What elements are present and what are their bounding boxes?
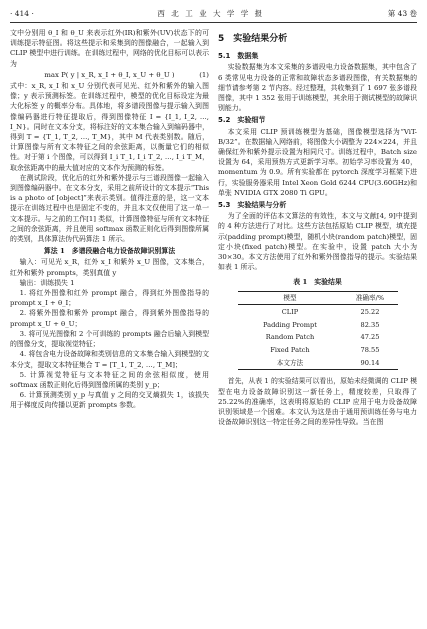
table-caption: 表 1 实验结果	[293, 278, 342, 287]
column-header-model: 模型	[238, 291, 343, 305]
table-cell-model: CLIP	[281, 307, 299, 316]
table-row	[238, 305, 398, 318]
table-cell-model: Fixed Patch	[270, 346, 310, 355]
table-cell-model: Padding Prompt	[263, 320, 317, 329]
table-row	[238, 318, 398, 331]
table-cell-model: 本文方法	[238, 357, 343, 370]
paragraph-dataset: 实验数据集为本文采集的多谱段电力设备数据集，其中包含了 6 类常见电力设备的正常和故障状态多谱段图像，有关数据集的细节请参考第 2 节内容。经过整理，共收集到了 1 697 张多谱段图像，其中 1 352 张用于训练模型，其余用于测试模型的故障识别能力。	[218, 63, 417, 113]
equation-1-body: max P( y | x_R, x_I + θ_I, x_U + θ_U )	[44, 70, 175, 79]
equation-1-number: (1)	[199, 70, 209, 79]
paragraph-analysis: 首先，从表 1 的实验结果可以看出，原始未经微调的 CLIP 模型在电力设备故障识别这一新任务上，精度较差，只取得了 25.22%的准确率，这表明将原始的 CLIP 应用于电力设备故障识别领域是一个困难。本文认为这是由于通用预训练任务与电力设备故障识别这一特定任务之间的差异性导致。当在图	[218, 377, 417, 427]
table-cell-model: Random Patch	[265, 333, 315, 342]
table-cell-accuracy: 82.35	[360, 320, 380, 329]
subsection-results-title: 5.3 实验结果与分析	[218, 201, 287, 210]
algorithm-step: 5. 计算视觉特征与文本特征之间的余弦相似度，使用 softmax 函数正则化后得到图像所属的类别 y_p；	[10, 370, 209, 389]
table-cell-accuracy: 78.55	[360, 346, 380, 355]
table-row	[238, 357, 398, 370]
table-cell-accuracy: 25.22	[360, 307, 380, 316]
table-header-row	[238, 291, 398, 305]
journal-title: 西 北 工 业 大 学 学 报	[157, 8, 265, 18]
section-title: 5 实验结果分析	[218, 34, 288, 44]
equation-1	[10, 70, 209, 80]
paragraph-prompts: 文中分别用 θ_I 和 θ_U 来表示红外(IR)和紫外(UV)状态下的可训练提示特征图。将这些提示和采集到的图像融合，一起输入到 CLIP 模型中进行训练。在训练过程中，网络的优化目标可以表示为	[10, 29, 209, 68]
paragraph-details: 本文采用 CLIP 预训练模型为基础，图像模型选择为“ViT-B/32”。在数据输入网络前，将图像大小调整为 224×224，并且确保红外和紫外提示设置为相同尺寸。训练过程中，Batch size 设置为 64，采用预热方式更新学习率。初始学习率设置为 40，momentum 为 0.9。所有实验都在 pytorch 深度学习框架下进行，实验服务器采用 Intel Xeon Gold 6244 CPU(3.60GHz)和单张 NVIDIA GTX 2080 Ti GPU。	[218, 127, 417, 197]
table-cell-accuracy: 90.14	[342, 357, 397, 370]
paragraph-testing: 在测试阶段，优化后的红外和紫外提示与三谱段图像一起输入到图像编码器中。在文本分支，采用之前所设计的文本提示“This is a photo of [object]”来表示类别。值得注意的是，这一文本提示在训练过程中也是固定不变的，并且本文仅使用了这一单一文本提示。与之前的工作[1] 类似，计算图像特征与所有文本特征之间的余弦距离，并且使用 softmax 函数正则化后得到图像所属的类别，具体算法伪代码算法 1 所示。	[10, 173, 209, 244]
algorithm-output: 输出：训练损失 1	[19, 278, 75, 287]
table-row	[238, 331, 398, 344]
paragraph-training: 式中：x_R, x_I 和 x_U 分别代表可见光、红外和紫外的输入图像；y 表示预测标签。在训练过程中，模型的优化目标设定为最大化标签 y 的概率分布。具体地，将多谱段图像与提示输入到图像编码器进行特征提取后，得到图像特征 I = {I_1, I_2, …, I_N}。同时在文本分支，将标注好的文本集合输入到编码器中，得到 T = {T_1, T_2, …, T_M}，其中 M 代表类别数。随后，计算图像与所有文本特征之间的余弦距离，以衡量它们的相似性。对于第 i 个图像，可以得到 I_i T_1, I_i T_2, …, I_i T_M，取余弦距离中的最大值对应的文本作为预测的标签。	[10, 82, 209, 172]
table-row	[238, 344, 398, 357]
results-table	[238, 291, 398, 371]
page-number: · 414 ·	[10, 8, 34, 18]
algorithm-step: 2. 将紫外图像和紫外 prompt 融合，得到紫外图像指导的 prompt x_U + θ_U；	[10, 309, 209, 328]
table-cell-accuracy: 47.25	[360, 333, 380, 342]
left-column	[10, 28, 209, 411]
algorithm-title: 算法 1 多谱段融合电力设备故障识别算法	[43, 247, 176, 256]
page-header	[10, 6, 417, 20]
algorithm-step: 6. 计算预测类别 y_p 与真值 y 之间的交叉熵损失 1，该损失用于梯度反向传播以更新 prompts 参数。	[10, 391, 209, 410]
algorithm-step: 4. 将包含电力设备故障和类别信息的文本集合输入到模型的文本分支，提取文本特征集合 T = [T_1, T_2, …, T_M]；	[10, 350, 209, 369]
subsection-dataset-title: 5.1 数据集	[218, 52, 259, 61]
right-column	[218, 28, 417, 427]
algorithm-step: 1. 将红外图像和红外 prompt 融合，得到红外图像指导的 prompt x_I + θ_I；	[10, 289, 209, 308]
header-rule	[10, 22, 417, 23]
algorithm-step: 3. 将可见光图像和 2 个可训练的 prompts 融合后输入到模型的图像分支，提取视觉特征；	[10, 329, 209, 349]
subsection-details-title: 5.2 实验细节	[218, 116, 266, 125]
volume-label: 第 43 卷	[387, 8, 417, 18]
column-header-accuracy: 准确率/%	[342, 291, 397, 305]
paragraph-results: 为了全面的评估本文算法的有效性，本文与文献[4, 9]中提到的 4 种方法进行了对比。这些方法包括原始 CLIP 模型，填充提示(padding prompt)模型，随机小块(random patch)模型，固定小块(fixed patch)模型。在实验中，设置 patch 大小为 30×30。本文方法使用了红外和紫外图像指导的提示。实验结果如表 1 所示。	[218, 212, 417, 272]
algorithm-input: 输入：可见光 x_R，红外 x_I 和紫外 x_U 图像，文本集合，红外和紫外 prompts，类别真值 y	[10, 258, 209, 277]
